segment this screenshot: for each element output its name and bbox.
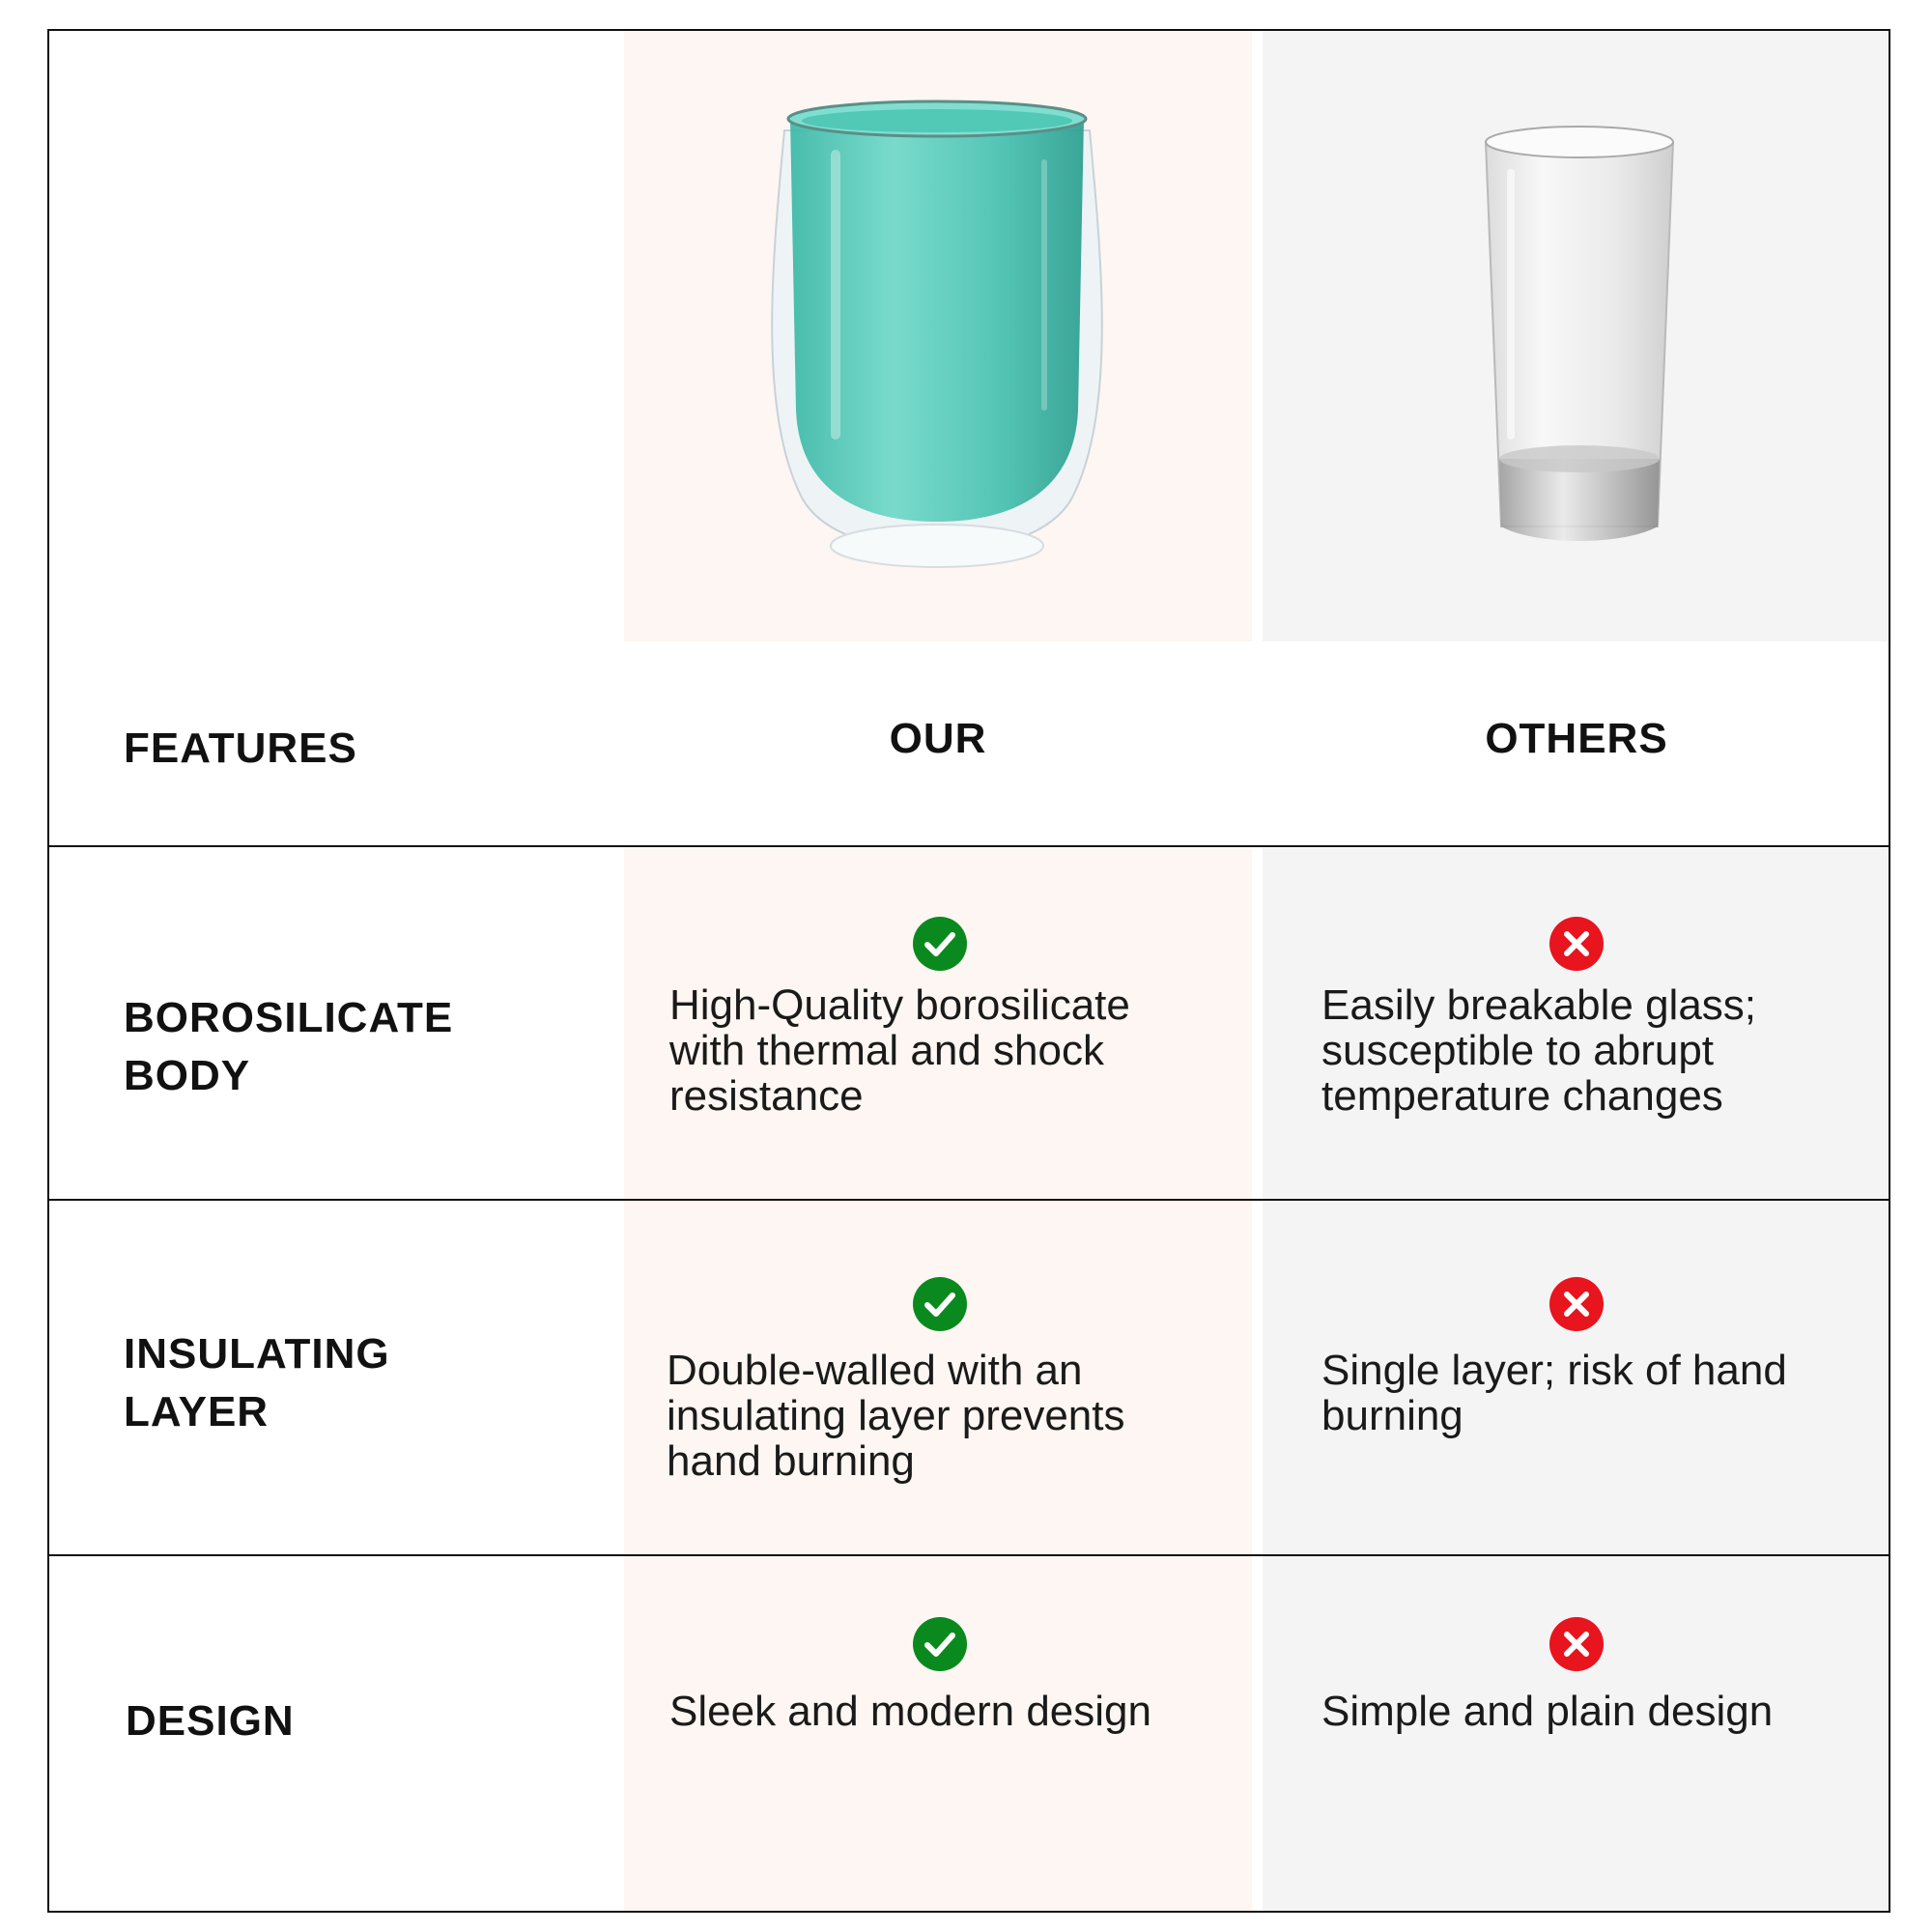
x-circle-icon	[1548, 1276, 1605, 1332]
others-borosilicate-description: Easily breakable glass; susceptible to abrupt temperature changes	[1321, 981, 1757, 1120]
feature-label-insulating: INSULATING LAYER	[124, 1330, 390, 1435]
our-insulating-description: Double-walled with an insulating layer prevents hand burning	[667, 1347, 1125, 1485]
others-design-description: Simple and plain design	[1321, 1688, 1774, 1735]
check-circle-icon	[912, 916, 968, 972]
others-product-glass-image	[1478, 121, 1681, 565]
feature-label-borosilicate: BOROSILICATE BODY	[124, 994, 454, 1099]
row-divider	[47, 845, 1890, 847]
our-column-header: OUR	[889, 715, 987, 762]
our-design-description: Sleek and modern design	[669, 1688, 1151, 1735]
x-circle-icon	[1548, 916, 1605, 972]
feature-label-design: DESIGN	[126, 1697, 295, 1745]
others-insulating-description: Single layer; risk of hand burning	[1321, 1347, 1787, 1439]
our-product-glass-image	[763, 92, 1111, 584]
check-circle-icon	[912, 1276, 968, 1332]
our-borosilicate-description: High-Quality borosilicate with thermal and shock resistance	[669, 981, 1130, 1120]
features-header: FEATURES	[124, 724, 357, 772]
others-column-header: OTHERS	[1485, 715, 1668, 762]
row-divider	[47, 1199, 1890, 1201]
x-circle-icon	[1548, 1616, 1605, 1672]
check-circle-icon	[912, 1616, 968, 1672]
row-divider	[47, 1554, 1890, 1556]
